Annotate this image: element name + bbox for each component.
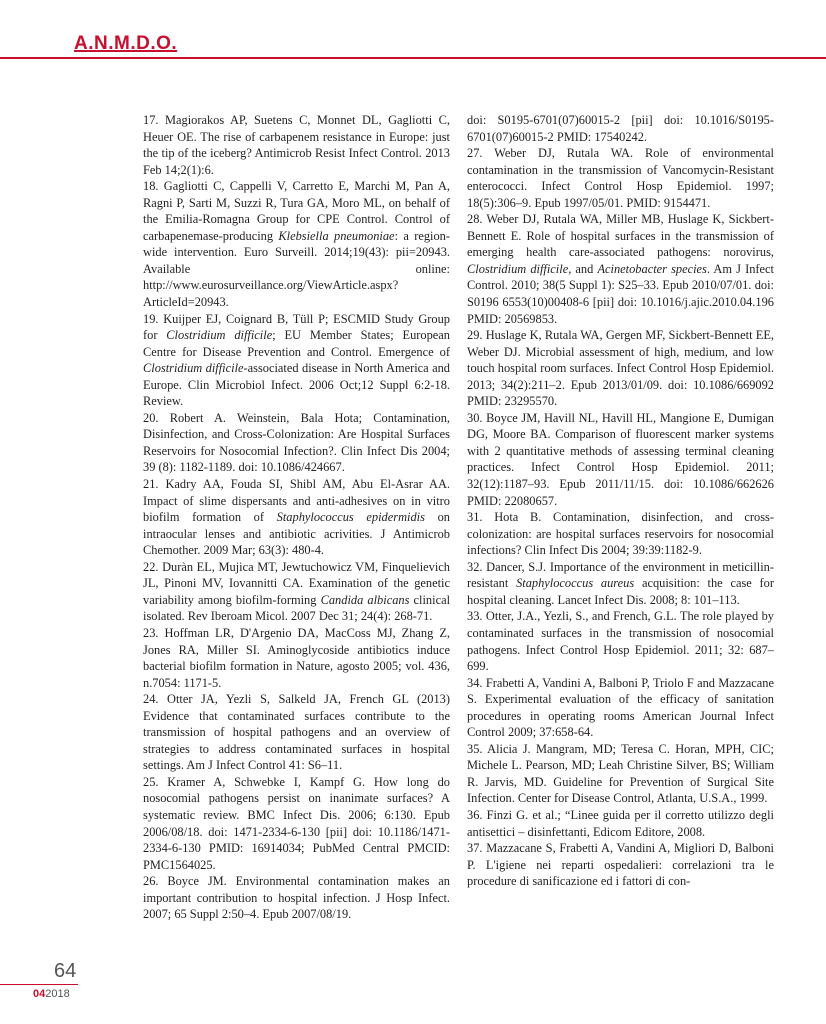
reference-entry	[143, 873, 450, 923]
reference-text: 17. Magiorakos AP, Suetens C, Monnet DL, Gagliotti C, Heuer OE. The rise of carbapenem resistance in Europe: just the tip of the iceberg? Antimicrob Resist Infect Control. 2013 Feb 14;2(1):6.	[143, 113, 450, 177]
reference-entry	[467, 807, 774, 840]
header-rule	[0, 57, 826, 59]
reference-text: 18. Gagliotti C, Cappelli V, Carretto E, Marchi M, Pan A, Ragni P, Sarti M, Suzzi R, Tura GA, Moro ML, on behalf of the Emilia-Romagna Group for CPE Control. Control of carbapenemase-producing	[143, 179, 450, 243]
reference-entry	[467, 509, 774, 559]
reference-text: 26. Boyce JM. Environmental contamination makes an important contribution to hospital infection. J Hosp Infect. 2007; 65 Suppl 2:50–4. Epub 2007/08/19.	[143, 874, 450, 922]
reference-italic-text: Staphylococcus epidermidis	[276, 510, 425, 525]
issue-number: 04	[33, 988, 46, 1000]
reference-entry	[467, 741, 774, 807]
reference-entry	[467, 559, 774, 609]
issue-label	[33, 988, 70, 1000]
reference-text: 19. Kuijper EJ, Coignard B, Tüll P; ESCMID Study Group for	[143, 311, 450, 343]
reference-entry	[143, 311, 450, 410]
reference-text: acquisition: the case for hospital cleaning. Lancet Infect Dis. 2008; 8: 101–113.	[467, 576, 774, 607]
reference-text: -associated disease in North America and Europe. Clin Microbiol Infect. 2006 Oct;12 Suppl 6:2-18. Review.	[143, 361, 450, 409]
reference-text: clinical isolated. Rev Iberoam Micol. 2007 Dec 31; 24(4): 268-71.	[143, 592, 451, 624]
footer-rule	[0, 984, 78, 985]
reference-text: 27. Weber DJ, Rutala WA. Role of environmental contamination in the transmission of Vancomycin-Resistant enterococci. Infect Control Hosp Epidemiol. 1997; 18(5):306–9. Epub 1997/05/01. PMID: 9154471.	[467, 146, 774, 210]
reference-entry	[143, 691, 450, 774]
references-left-column	[143, 112, 450, 923]
reference-italic-text: Clostridium difficile	[467, 261, 569, 276]
reference-text: 23. Hoffman LR, D'Argenio DA, MacCoss MJ, Zhang Z, Jones RA, Miller SI. Aminoglycoside antibiotics induce bacterial biofilm formation in Nature, agosto 2005; vol. 436, n.7054: 1171-5.	[143, 625, 450, 690]
reference-text: 32. Dancer, S.J. Importance of the environment in meticillin-resistant	[467, 559, 774, 591]
reference-italic-text: Clostridium difficile	[143, 361, 244, 376]
references-right-column	[467, 112, 774, 890]
reference-entry	[467, 840, 774, 890]
reference-entry	[143, 559, 450, 625]
reference-text: : a region-wide intervention. Euro Surveill. 2014;19(43): pii=20943. Available online: http://www.eurosurveillance.org/ViewArticle.aspx?ArticleId=20943.	[143, 228, 450, 310]
reference-entry	[143, 112, 450, 178]
journal-logo: A.N.M.D.O.	[74, 33, 178, 54]
reference-text: , and	[568, 261, 598, 276]
reference-entry	[143, 178, 450, 310]
reference-text: 30. Boyce JM, Havill NL, Havill HL, Mangione E, Dumigan DG, Moore BA. Comparison of fluorescent marker systems with 2 quantitative methods of assessing terminal cleaning practices. Infect Control Hosp Epidemiol. 2011; 32(12):1187–93. Epub 2011/11/15. doi: 10.1086/662626 PMID: 22080657.	[467, 410, 774, 508]
reference-text: doi: S0195-6701(07)60015-2 [pii] doi: 10.1016/S0195-6701(07)60015-2 PMID: 17540242.	[467, 113, 774, 144]
page-number: 64	[54, 960, 77, 982]
reference-text: 24. Otter JA, Yezli S, Salkeld JA, French GL (2013) Evidence that contaminated surfaces contribute to the transmission of hospital pathogens and an overview of strategies to address contaminated surfaces in hospital settings. Am J Infect Control 41: S6–11.	[143, 692, 450, 773]
reference-text: 37. Mazzacane S, Frabetti A, Vandini A, Migliori D, Balboni P. L'igiene nei reparti ospedalieri: correlazioni tra le procedure di sanificazione ed i fattori di con-	[467, 841, 774, 889]
reference-text: 34. Frabetti A, Vandini A, Balboni P, Triolo F and Mazzacane S. Experimental evaluation of the efficacy of sanitation procedures in operating rooms American Journal Infect Control 2009; 37:658-64.	[467, 675, 774, 740]
reference-entry	[467, 211, 774, 327]
reference-text: ; EU Member States; European Centre for Disease Prevention and Control. Emergence of	[143, 328, 451, 359]
reference-text: 28. Weber DJ, Rutala WA, Miller MB, Huslage K, Sickbert-Bennett E. Role of hospital surfaces in the transmission of emerging health care-associated pathogens: norovirus,	[467, 212, 774, 260]
reference-text: . Am J Infect Control. 2010; 38(5 Suppl 1): S25–33. Epub 2010/07/01. doi: S0196 6553(10)00408-6 [pii] doi: 10.1016/j.ajic.2010.04.196 PMID: 20569853.	[467, 261, 774, 326]
reference-entry	[143, 625, 450, 691]
reference-text: 31. Hota B. Contamination, disinfection, and cross-colonization: are hospital surfaces reservoirs for nosocomial infections? Clin Infect Dis 2004; 39:39:1182-9.	[467, 510, 774, 558]
reference-entry	[143, 774, 450, 873]
reference-entry	[467, 675, 774, 741]
reference-entry	[467, 608, 774, 674]
reference-italic-text: Klebsiella pneumoniae	[278, 228, 395, 243]
reference-entry	[467, 410, 774, 509]
reference-text: 29. Huslage K, Rutala WA, Gergen MF, Sickbert-Bennett EE, Weber DJ. Microbial assessment of high, medium, and low touch hospital room surfaces. Infect Control Hosp Epidemiol. 2013; 34(2):211–2. Epub 2013/01/09. doi: 10.1086/669092 PMID: 23295570.	[467, 328, 774, 409]
reference-text: 25. Kramer A, Schwebke I, Kampf G. How long do nosocomial pathogens persist on inanimate surfaces? A systematic review. BMC Infect Dis. 2006; 6:130. Epub 2006/08/18. doi: 1471-2334-6-130 [pii] doi: 10.1186/1471-2334-6-130 PMID: 16914034; PubMed Central PMCID: PMC1564025.	[143, 774, 450, 872]
reference-italic-text: Acinetobacter species	[597, 261, 707, 276]
reference-entry	[143, 476, 450, 559]
reference-entry	[467, 145, 774, 211]
reference-entry	[143, 410, 450, 476]
reference-italic-text: Staphylococcus aureus	[516, 576, 635, 591]
reference-text: on intraocular lenses and antibiotic acrivities. J Antimicrob Chemother. 2009 Mar; 63(3): 480-4.	[143, 510, 450, 558]
reference-text: 20. Robert A. Weinstein, Bala Hota; Contamination, Disinfection, and Cross-Colonization: Are Hospital Surfaces Reservoirs for Nosocomial Infection?. Clin Infect Dis 2004; 39 (8): 1182-1189. doi: 10.1086/424667.	[143, 410, 450, 475]
reference-italic-text: Candida albicans	[320, 592, 410, 607]
reference-entry	[467, 112, 774, 145]
reference-text: 33. Otter, J.A., Yezli, S., and French, G.L. The role played by contaminated surfaces in the transmission of nosocomial pathogens. Infect Control Hosp Epidemiol. 2011; 32: 687–699.	[467, 609, 774, 674]
issue-year: 2018	[45, 988, 70, 1000]
reference-text: 22. Duràn EL, Mujica MT, Jewtuchowicz VM, Finquelievich JL, Pinoni MV, Iovannitti CA. Examination of the genetic variability among biofilm-forming	[143, 559, 450, 607]
reference-entry	[467, 327, 774, 410]
reference-text: 35. Alicia J. Mangram, MD; Teresa C. Horan, MPH, CIC; Michele L. Pearson, MD; Leah Christine Silver, BS; William R. Jarvis, MD. Guideline for Prevention of Surgical Site Infection. Center for Disease Control, Atlanta, U.S.A., 1999.	[467, 741, 774, 806]
reference-italic-text: Clostridium difficile	[166, 328, 273, 343]
reference-text: 36. Finzi G. et al.; “Linee guida per il corretto utilizzo degli antisettici – disinfettanti, Edicom Editore, 2008.	[467, 807, 774, 839]
reference-text: 21. Kadry AA, Fouda SI, Shibl AM, Abu El-Asrar AA. Impact of slime dispersants and anti-adhesives on in vitro biofilm formation of	[143, 477, 450, 525]
